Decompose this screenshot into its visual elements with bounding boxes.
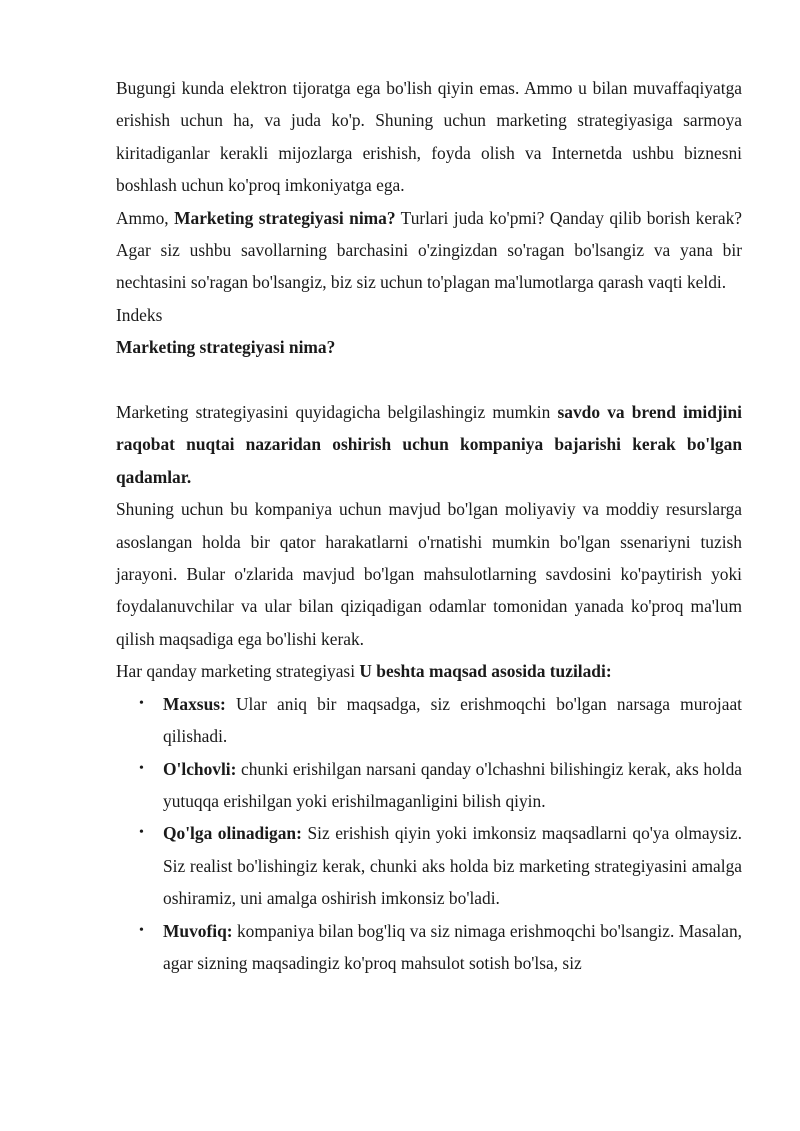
bullet-icon: • — [139, 695, 144, 711]
document-page — [116, 72, 742, 979]
goals-intro-lead: Har qanday marketing strategiyasi — [116, 661, 360, 682]
list-item-term: Maxsus: — [163, 693, 226, 714]
list-item-text: Siz erishish qiyin yoki imkonsiz maqsadlarni qo'ya olmaysiz. Siz realist bo'lishingiz kerak, chunki aks holda biz marketing strategiyasini amalga oshiramiz, uni amalga oshirish imkonsiz bo'ladi. — [163, 823, 742, 909]
goals-intro-bold: U beshta maqsad asosida tuziladi: — [359, 661, 612, 682]
question-paragraph-lead: Ammo, — [116, 207, 175, 228]
question-paragraph — [116, 202, 742, 299]
bullet-icon: • — [139, 825, 144, 841]
definition-paragraph — [116, 396, 742, 493]
list-item-term: O'lchovli: — [163, 758, 237, 779]
intro-paragraph: Bugungi kunda elektron tijoratga ega bo'lish qiyin emas. Ammo u bilan muvaffaqiyatga erishish uchun ha, va juda ko'p. Shuning uchun marketing strategiyasiga sarmoya kiritadiganlar kerakli mijozlarga erishish, foyda olish va Internetda ushbu biznesni boshlash uchun ko'proq imkoniyatga ega. — [116, 78, 742, 196]
bullet-icon: • — [139, 922, 144, 938]
list-item — [116, 817, 742, 914]
list-item — [116, 688, 742, 753]
bullet-icon: • — [139, 760, 144, 776]
list-item-text: Ular aniq bir maqsadga, siz erishmoqchi bo'lgan narsaga murojaat qilishadi. — [163, 693, 742, 747]
section-heading-text: Marketing strategiyasi nima? — [116, 337, 336, 358]
list-item-text: chunki erishilgan narsani qanday o'lchashni bilishingiz kerak, aks holda yutuqqa erishilgan yoki erishilmaganligini bilish qiyin. — [163, 758, 742, 811]
definition-paragraph-lead: Marketing strategiyasini quyidagicha belgilashingiz mumkin — [116, 402, 558, 423]
process-paragraph: Shuning uchun bu kompaniya uchun mavjud bo'lgan moliyaviy va moddiy resurslarga asoslangan holda bir qator harakatlarni o'rnatishi mumkin bo'lgan ssenariyni tuzish jarayoni. Bular o'zlarida mavjud bo'lgan mahsulotlarning savdosini ko'paytirish yoki foydalanuvchilar va ular bilan qiziqadigan odamlar tomonidan yanada ko'proq ma'lum qilish maqsadiga ega bo'lishi kerak. — [116, 499, 742, 649]
list-item-term: Muvofiq: — [163, 920, 233, 941]
goals-intro-paragraph — [116, 655, 742, 687]
definition-paragraph-bold: savdo va brend imidjini raqobat nuqtai nazaridan oshirish uchun kompaniya bajarishi kerak bo'lgan qadamlar. — [116, 402, 743, 487]
question-paragraph-rest: Turlari juda ko'pmi? Qanday qilib borish kerak? Agar siz ushbu savollarning barchasini o'zingizdan so'ragan bo'lsangiz va yana bir nechtasini so'ragan bo'lsangiz, biz siz uchun to'plagan ma'lumotlarga qarash vaqti keldi. — [116, 207, 742, 293]
goals-list — [116, 688, 742, 980]
list-item — [116, 915, 742, 980]
section-heading — [116, 331, 742, 363]
list-item — [116, 753, 742, 818]
list-item-text: kompaniya bilan bog'liq va siz nimaga erishmoqchi bo'lsangiz. Masalan, agar sizning maqsadingiz ko'proq mahsulot sotish bo'lsa, siz — [163, 920, 742, 973]
blank-line — [116, 364, 742, 396]
index-label: Indeks — [116, 304, 163, 325]
question-paragraph-bold: Marketing strategiyasi nima? — [174, 207, 396, 228]
list-item-term: Qo'lga olinadigan: — [163, 823, 302, 844]
